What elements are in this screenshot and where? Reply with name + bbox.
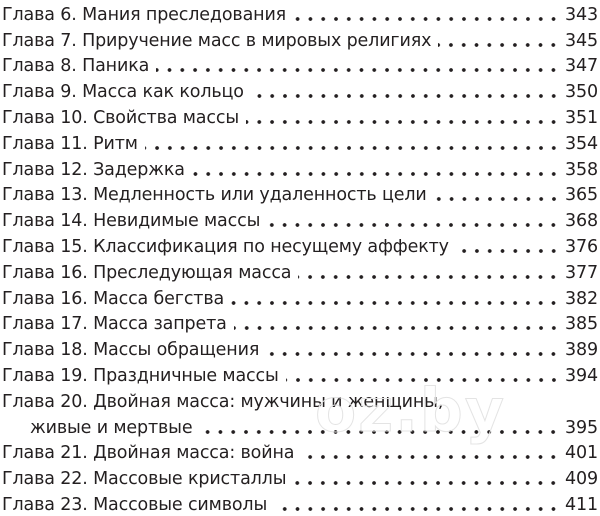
toc-entry-page: 345 <box>562 30 598 52</box>
toc-entry-title: Глава 11. Ритм <box>2 133 141 155</box>
dot-leader <box>227 288 562 310</box>
toc-entry <box>2 310 598 336</box>
toc-entry-continuation <box>2 413 598 439</box>
toc-entry-title: Глава 18. Массы обращения <box>2 339 262 361</box>
toc-entry <box>2 464 598 490</box>
toc-entry-title: Глава 19. Праздничные массы <box>2 365 282 387</box>
toc-entry <box>2 335 598 361</box>
toc-entry <box>2 206 598 232</box>
toc-entry <box>2 103 598 129</box>
toc-entry-page: 382 <box>562 288 598 310</box>
toc-entry-page: 368 <box>562 210 598 232</box>
dot-leader <box>230 313 562 335</box>
dot-leader <box>152 55 562 77</box>
dot-leader <box>195 417 562 439</box>
toc-entry-page: 389 <box>562 339 598 361</box>
toc-entry-title: Глава 6. Мания преследования <box>2 4 289 26</box>
toc-entry-page: 411 <box>562 494 598 516</box>
toc-entry <box>2 52 598 78</box>
toc-entry-title: Глава 7. Приручение масс в мировых религиях <box>2 30 434 52</box>
toc-entry-title: Глава 9. Масса как кольцо <box>2 81 247 103</box>
toc-entry-page: 409 <box>562 468 598 490</box>
dot-leader <box>294 262 562 284</box>
table-of-contents <box>2 0 598 516</box>
toc-entry-title: Глава 15. Классификация по несущему аффекту <box>2 236 452 258</box>
toc-entry <box>2 181 598 207</box>
toc-entry <box>2 284 598 310</box>
toc-entry <box>2 0 598 26</box>
toc-entry-page: 365 <box>562 184 598 206</box>
toc-entry-title: Глава 23. Массовые символы <box>2 494 270 516</box>
toc-entry <box>2 155 598 181</box>
toc-entry-page: 351 <box>562 107 598 129</box>
toc-entry-title: Глава 16. Масса бегства <box>2 288 227 310</box>
toc-entry-page: 395 <box>562 417 598 439</box>
dot-leader <box>289 468 562 490</box>
dot-leader <box>242 107 562 129</box>
toc-entry <box>2 361 598 387</box>
toc-entry-page: 354 <box>562 133 598 155</box>
toc-entry <box>2 232 598 258</box>
toc-entry-title: Глава 22. Массовые кристаллы <box>2 468 289 490</box>
toc-entry <box>2 387 598 413</box>
dot-leader <box>289 4 562 26</box>
dot-leader <box>434 30 562 52</box>
dot-leader <box>282 365 562 387</box>
toc-entry-page: 385 <box>562 313 598 335</box>
toc-entry <box>2 490 598 516</box>
toc-entry-title: Глава 8. Паника <box>2 55 152 77</box>
toc-entry-page: 350 <box>562 81 598 103</box>
dot-leader <box>452 236 562 258</box>
toc-entry <box>2 439 598 465</box>
toc-entry-page: 394 <box>562 365 598 387</box>
toc-entry-title: Глава 20. Двойная масса: мужчины и женщины, <box>2 391 446 413</box>
toc-entry-title-continuation: живые и мертвые <box>30 417 195 439</box>
toc-entry-title: Глава 14. Невидимые массы <box>2 210 263 232</box>
toc-entry <box>2 129 598 155</box>
dot-leader <box>263 210 562 232</box>
toc-entry-title: Глава 21. Двойная масса: война <box>2 442 297 464</box>
toc-entry-page: 377 <box>562 262 598 284</box>
toc-entry-page: 347 <box>562 55 598 77</box>
dot-leader <box>430 184 562 206</box>
toc-entry-title: Глава 16. Преследующая масса <box>2 262 294 284</box>
toc-entry-title: Глава 12. Задержка <box>2 159 188 181</box>
dot-leader <box>141 133 562 155</box>
toc-entry-page: 376 <box>562 236 598 258</box>
dot-leader <box>262 339 562 361</box>
toc-entry <box>2 77 598 103</box>
toc-entry-page: 343 <box>562 4 598 26</box>
toc-entry-page: 358 <box>562 159 598 181</box>
toc-entry-title: Глава 10. Свойства массы <box>2 107 242 129</box>
toc-entry-title: Глава 17. Масса запрета <box>2 313 230 335</box>
toc-entry <box>2 26 598 52</box>
dot-leader <box>188 159 562 181</box>
toc-entry-title: Глава 13. Медленность или удаленность цели <box>2 184 430 206</box>
dot-leader <box>297 442 562 464</box>
dot-leader <box>247 81 562 103</box>
dot-leader <box>270 494 562 516</box>
toc-entry <box>2 258 598 284</box>
toc-entry-page: 401 <box>562 442 598 464</box>
